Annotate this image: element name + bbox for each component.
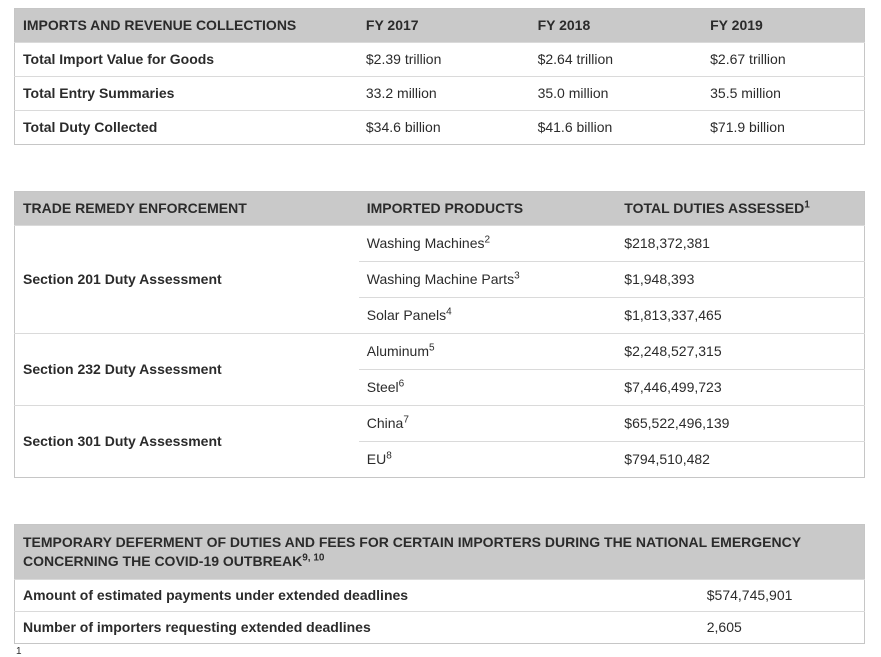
- footnote-marker: 1: [16, 646, 22, 657]
- product-cell: [359, 298, 617, 334]
- product-cell: [359, 442, 617, 478]
- column-header-fy2019: FY 2019: [702, 9, 864, 43]
- fy2018-value: $41.6 billion: [530, 111, 703, 145]
- column-header-imported-products: IMPORTED PRODUCTS: [359, 192, 617, 226]
- covid-deferment-header-row: [15, 525, 865, 580]
- row-label: Number of importers requesting extended deadlines: [15, 612, 699, 644]
- table-row: [15, 111, 865, 145]
- fy2019-value: 35.5 million: [702, 77, 864, 111]
- product-cell: [359, 370, 617, 406]
- footnote-ref: 5: [429, 342, 435, 354]
- fy2018-value: 35.0 million: [530, 77, 703, 111]
- product-cell: [359, 226, 617, 262]
- trade-remedy-header-row: [15, 192, 865, 226]
- column-header-fy2017: FY 2017: [358, 9, 530, 43]
- row-value: 2,605: [699, 612, 865, 644]
- column-header-total-duties: [616, 192, 864, 226]
- trade-remedy-table: [14, 191, 865, 478]
- duties-value: $794,510,482: [616, 442, 864, 478]
- footnote-ref: 1: [804, 199, 810, 211]
- product-label: Washing Machine Parts: [366, 271, 515, 287]
- table-row: [15, 406, 865, 442]
- imports-revenue-header-row: [15, 9, 865, 43]
- row-value: $574,745,901: [699, 580, 865, 612]
- table-row: [15, 612, 865, 644]
- fy2019-value: $71.9 billion: [702, 111, 864, 145]
- product-label: Aluminum: [366, 343, 429, 359]
- table-row: [15, 226, 865, 262]
- footnote-ref: 2: [484, 234, 491, 246]
- footnote-ref: 3: [514, 270, 520, 282]
- duties-value: $1,813,337,465: [616, 298, 864, 334]
- section-201-label: Section 201 Duty Assessment: [15, 226, 359, 334]
- duties-value: $218,372,381: [616, 226, 864, 262]
- footnote-ref: 8: [386, 450, 392, 462]
- duties-value: $7,446,499,723: [616, 370, 864, 406]
- trade-remedy-title: TRADE REMEDY ENFORCEMENT: [15, 192, 359, 226]
- fy2017-value: $34.6 billion: [358, 111, 530, 145]
- footnote-ref: 6: [398, 378, 405, 390]
- product-label: Steel: [366, 379, 399, 395]
- imports-revenue-table: [14, 8, 865, 145]
- duties-value: $1,948,393: [616, 262, 864, 298]
- footnote-ref: 9, 10: [302, 552, 325, 564]
- table-row: [15, 334, 865, 370]
- product-label: EU: [366, 451, 387, 467]
- row-label: Total Duty Collected: [15, 111, 358, 145]
- product-cell: [359, 334, 617, 370]
- product-cell: [359, 262, 617, 298]
- footnote-ref: 7: [403, 414, 409, 426]
- table-row: [15, 77, 865, 111]
- product-cell: [359, 406, 617, 442]
- covid-deferment-title-label: TEMPORARY DEFERMENT OF DUTIES AND FEES FOR CERTAIN IMPORTERS DURING THE NATIONAL EMERGENCY CONCERNING THE COVID-19 OUTBREAK: [23, 534, 801, 569]
- covid-deferment-title: [15, 525, 865, 580]
- product-label: Washing Machines: [366, 235, 485, 251]
- duties-value: $2,248,527,315: [616, 334, 864, 370]
- row-label: Total Entry Summaries: [15, 77, 358, 111]
- fy2018-value: $2.64 trillion: [530, 43, 703, 77]
- duties-value: $65,522,496,139: [616, 406, 864, 442]
- column-header-fy2018: FY 2018: [530, 9, 703, 43]
- table-row: [15, 580, 865, 612]
- fy2017-value: $2.39 trillion: [358, 43, 530, 77]
- table-row: [15, 43, 865, 77]
- row-label: Amount of estimated payments under extended deadlines: [15, 580, 699, 612]
- fy2019-value: $2.67 trillion: [702, 43, 864, 77]
- fy2017-value: 33.2 million: [358, 77, 530, 111]
- section-301-label: Section 301 Duty Assessment: [15, 406, 359, 478]
- row-label: Total Import Value for Goods: [15, 43, 358, 77]
- covid-deferment-table: [14, 524, 865, 644]
- product-label: Solar Panels: [366, 307, 447, 323]
- product-label: China: [366, 415, 404, 431]
- footnote-ref: 4: [446, 306, 452, 318]
- section-232-label: Section 232 Duty Assessment: [15, 334, 359, 406]
- column-header-total-duties-label: TOTAL DUTIES ASSESSED: [624, 200, 805, 216]
- imports-revenue-title: IMPORTS AND REVENUE COLLECTIONS: [15, 9, 358, 43]
